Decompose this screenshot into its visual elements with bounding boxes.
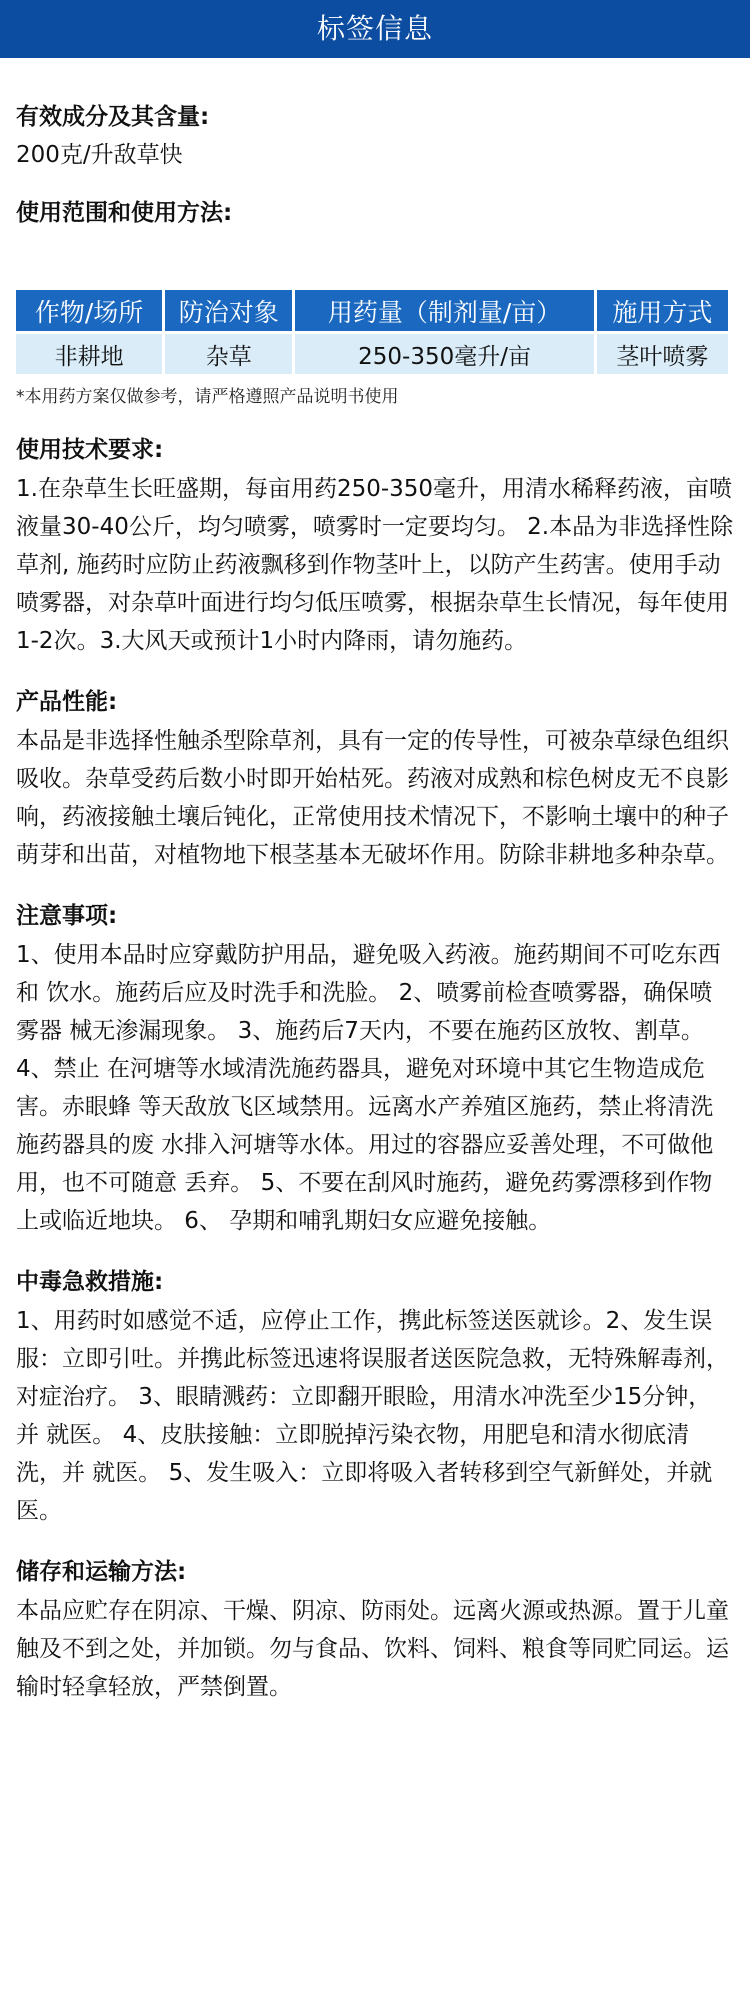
usage-table-cell: 250-350毫升/亩	[295, 334, 593, 374]
usage-table-header-cell: 用药量（制剂量/亩）	[295, 290, 593, 334]
storage-section	[16, 1554, 734, 1706]
first-aid-title: 中毒急救措施:	[16, 1269, 164, 1295]
table-row	[16, 334, 728, 374]
usage-table-cell: 非耕地	[16, 334, 162, 374]
usage-scope-title: 使用范围和使用方法:	[16, 200, 233, 226]
usage-table-header-cell: 施用方式	[597, 290, 728, 334]
page-header	[0, 0, 750, 58]
performance-text: 本品是非选择性触杀型除草剂，具有一定的传导性，可被杂草绿色组织 吸收。杂草受药后数小时即开始枯死。药液对成熟和棕色树皮无不良影 响，药液接触土壤后钝化，正常使用技术情况下，不影响土壤中的种子 萌芽和出苗，对植物地下根茎基本无破坏作用。防除非耕地多种杂草。	[16, 728, 729, 868]
active-ingredient-title: 有效成分及其含量:	[16, 104, 210, 130]
active-ingredient-value: 200克/升敌草快	[16, 142, 183, 168]
first-aid-section	[16, 1264, 734, 1530]
attention-title: 注意事项:	[16, 903, 118, 929]
storage-text: 本品应贮存在阴凉、干燥、阴凉、防雨处。远离火源或热源。置于儿童 触及不到之处，并加锁。勿与食品、饮料、饲料、粮食等同贮同运。运 输时轻拿轻放，严禁倒置。	[16, 1598, 729, 1700]
attention-text: 1、使用本品时应穿戴防护用品，避免吸入药液。施药期间不可吃东西和 饮水。施药后应及时洗手和洗脸。 2、喷雾前检查喷雾器，确保喷雾器 械无渗漏现象。 3、施药后7天内，不要在施药区放牧、割草。 4、禁止 在河塘等水域清洗施药器具，避免对环境中其它生物造成危害。赤眼蜂 等天敌放飞区域禁用。远离水产养殖区施药，禁止将清洗施药器具的废 水排入河塘等水体。用过的容器应妥善处理，不可做他用，也不可随意 丢弃。 5、不要在刮风时施药，避免药雾漂移到作物上或临近地块。 6、 孕期和哺乳期妇女应避免接触。	[16, 942, 721, 1234]
usage-table-cell: 杂草	[165, 334, 292, 374]
first-aid-text: 1、用药时如感觉不适，应停止工作，携此标签送医就诊。2、发生误 服：立即引吐。并携此标签迅速将误服者送医院急救，无特殊解毒剂， 对症治疗。 3、眼睛溅药：立即翻开眼睑，用清水冲洗至少15分钟，并 就医。 4、皮肤接触：立即脱掉污染衣物，用肥皂和清水彻底清洗，并 就医。 5、发生吸入：立即将吸入者转移到空气新鲜处，并就医。	[16, 1308, 729, 1524]
usage-table-cell: 茎叶喷雾	[597, 334, 728, 374]
active-ingredient-section	[16, 102, 734, 172]
tech-requirements-section	[16, 432, 734, 660]
usage-scope-section	[16, 196, 734, 230]
label-content	[0, 102, 750, 1706]
page-title: 标签信息	[316, 12, 433, 45]
attention-section	[16, 898, 734, 1240]
usage-table-header-cell: 作物/场所	[16, 290, 162, 334]
usage-table-header-cell: 防治对象	[165, 290, 292, 334]
storage-title: 储存和运输方法:	[16, 1559, 187, 1585]
usage-table-note: *本用药方案仅做参考，请严格遵照产品说明书使用	[16, 387, 399, 407]
tech-requirements-text: 1.在杂草生长旺盛期，每亩用药250-350毫升，用清水稀释药液，亩喷液量30-40公斤，均匀喷雾，喷雾时一定要均匀。 2.本品为非选择性除草剂, 施药时应防止药液飘移到作物茎叶上，以防产生药害。使用手动喷雾器，对杂草叶面进行均匀低压喷雾，根据杂草生长情况，每年使用1-2次。3.大风天或预计1小时内降雨，请勿施药。	[16, 476, 734, 654]
usage-table	[13, 290, 731, 374]
performance-section	[16, 684, 734, 874]
usage-table-header-row	[16, 290, 728, 334]
performance-title: 产品性能:	[16, 689, 118, 715]
tech-requirements-title: 使用技术要求:	[16, 437, 164, 463]
